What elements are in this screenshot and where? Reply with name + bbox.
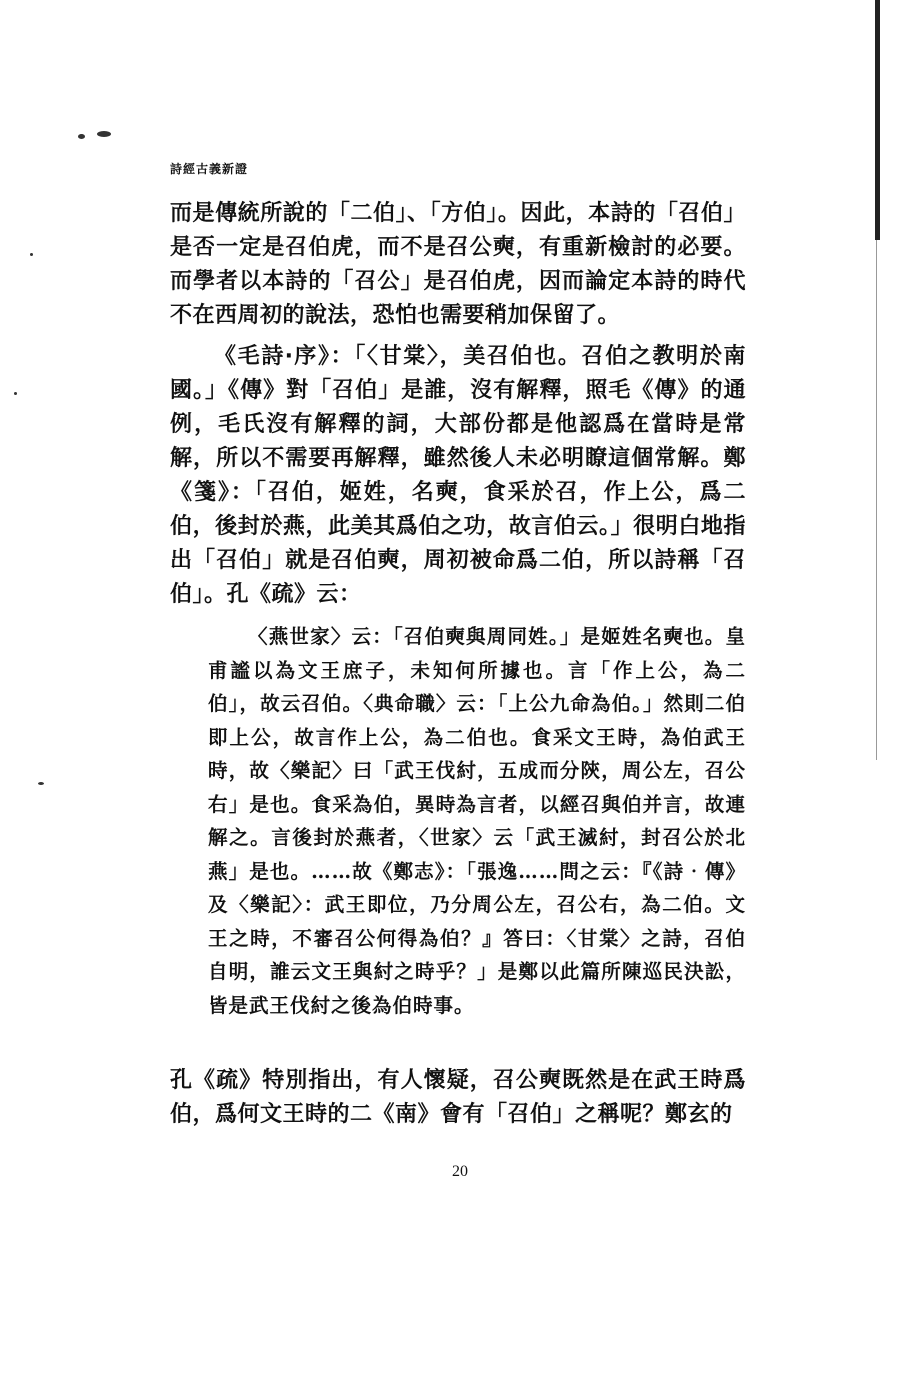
scan-speck bbox=[38, 782, 44, 785]
scan-edge-line bbox=[876, 240, 877, 760]
paragraph-1: 而是傳統所說的「二伯」、「方伯」。因此，本詩的「召伯」是否一定是召伯虎，而不是召公奭，有重新檢討的必要。而學者以本詩的「召公」是召伯虎，因而論定本詩的時代不在西周初的說法，恐怕也需要稍加保留了。 bbox=[170, 201, 746, 328]
scan-speck bbox=[14, 392, 17, 395]
scan-speck bbox=[30, 253, 33, 256]
scan-edge-mark bbox=[875, 0, 880, 240]
paragraph-2: 《毛詩‧序》：「〈甘棠〉，美召伯也。召伯之教明於南國。」《傳》對「召伯」是誰，沒有解釋，照毛《傳》的通例，毛氏沒有解釋的詞，大部份都是他認爲在當時是常解，所以不需要再解釋，雖然後人未必明瞭這個常解。鄭《箋》：「召伯，姬姓，名奭，食采於召，作上公，爲二伯，後封於燕，此美其爲伯之功，故言伯云。」很明白地指出「召伯」就是召伯奭，周初被命爲二伯，所以詩稱「召伯」。孔《疏》云： bbox=[170, 344, 746, 607]
running-head: 詩經古義新證 bbox=[170, 162, 249, 176]
scan-speck bbox=[78, 134, 85, 139]
scan-speck bbox=[97, 131, 111, 137]
paragraph-3: 孔《疏》特別指出，有人懷疑，召公奭既然是在武王時爲伯，爲何文王時的二《南》會有「召伯」之稱呢？鄭玄的 bbox=[170, 1068, 746, 1127]
block-quote: 〈燕世家〉云：「召伯奭與周同姓。」是姬姓名奭也。皇甫謐以為文王庶子，未知何所據也。言「作上公，為二伯」，故云召伯。〈典命職〉云：「上公九命為伯。」然則二伯即上公，故言作上公，為二伯也。食采文王時，為伯武王時，故〈樂記〉曰「武王伐紂，五成而分陝，周公左，召公右」是也。食采為伯，異時為言者，以經召與伯并言，故連解之。言後封於燕者，〈世家〉云「武王滅紂，封召公於北燕」是也。……故《鄭志》：「張逸……問之云：『《詩‧傳》及〈樂記〉：武王即位，乃分周公左，召公右，為二伯。文王之時，不審召公何得為伯？』答曰：〈甘棠〉之詩，召伯自明，誰云文王與紂之時乎？」是鄭以此篇所陳巡民決訟，皆是武王伐紂之後為伯時事。 bbox=[208, 625, 746, 1017]
page-number: 20 bbox=[452, 1163, 468, 1180]
